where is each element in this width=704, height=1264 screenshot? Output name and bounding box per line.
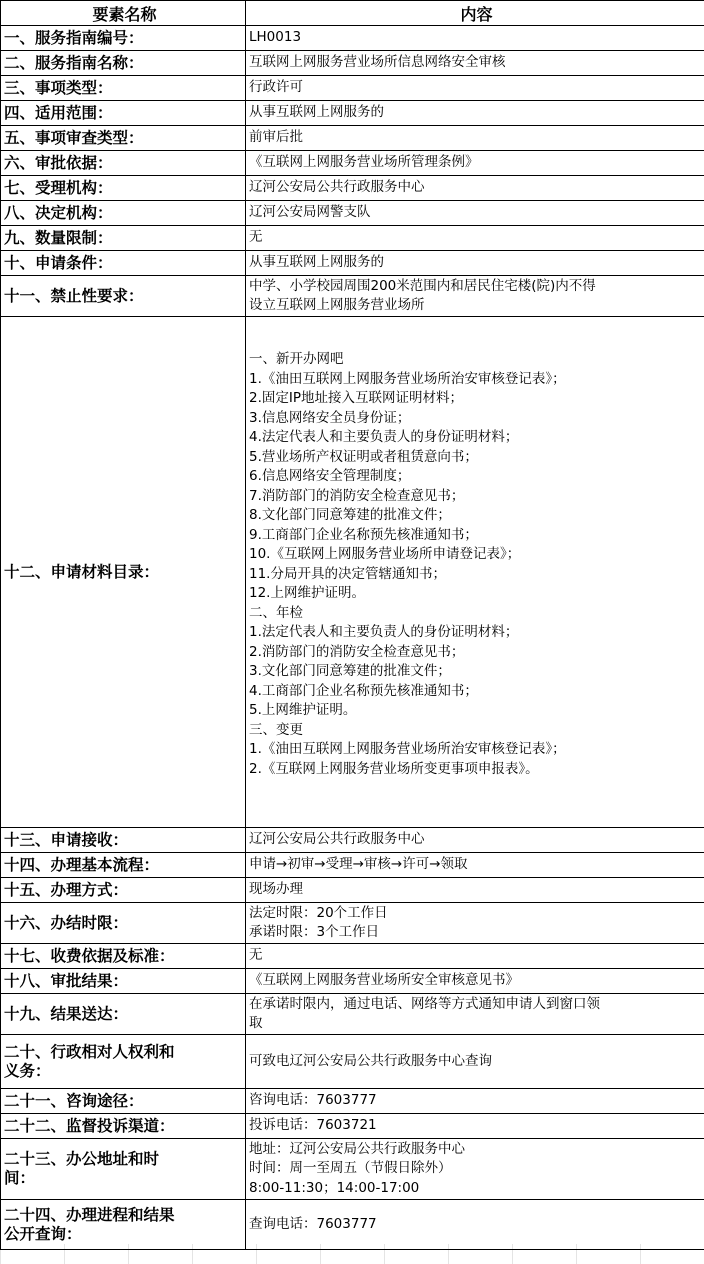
list-item: 9.工商部门企业名称预先核准通知书；: [249, 526, 478, 543]
table-row: [1, 1114, 704, 1139]
list-item: 7.消防部门的消防安全检查意见书；: [249, 487, 465, 504]
table-row: [1, 828, 704, 853]
list-item: 11.分局开具的决定管辖通知书；: [249, 565, 446, 582]
row-label: 十三、申请接收：: [1, 828, 246, 853]
list-item: 1.《油田互联网上网服务营业场所治安审核登记表》；: [249, 370, 566, 387]
row-label: 一、服务指南编号：: [1, 26, 246, 51]
row-value: 从事互联网上网服务的: [246, 101, 704, 126]
row-value: 申请→初审→受理→审核→许可→领取: [246, 853, 704, 878]
row-label: 十、申请条件：: [1, 251, 246, 276]
list-item: 5.上网维护证明。: [249, 702, 357, 718]
row-label: 七、受理机构：: [1, 176, 246, 201]
header-content: 内容: [246, 1, 704, 26]
header-element-name: 要素名称: [1, 1, 246, 26]
table-row: [1, 878, 704, 903]
row-value: 可致电辽河公安局公共行政服务中心查询: [246, 1035, 704, 1089]
row-label: 二十四、办理进程和结果 公开查询：: [1, 1200, 246, 1250]
table-row: [1, 276, 704, 317]
table-row: [1, 944, 704, 969]
table-row: [1, 251, 704, 276]
table-row: [1, 1089, 704, 1114]
row-label: 十九、结果送达：: [1, 994, 246, 1035]
list-item: 1.《油田互联网上网服务营业场所治安审核登记表》；: [249, 741, 566, 757]
row-value: 辽河公安局公共行政服务中心: [246, 176, 704, 201]
row-label: 十七、收费依据及标准：: [1, 944, 246, 969]
table-row: [1, 1139, 704, 1200]
table-row: [1, 1035, 704, 1089]
row-label: 十五、办理方式：: [1, 878, 246, 903]
row-value: 咨询电话：7603777: [246, 1089, 704, 1114]
table-row: [1, 226, 704, 251]
row-value: 无: [246, 226, 704, 251]
row-label: 十一、禁止性要求：: [1, 276, 246, 317]
header-row: [1, 1, 704, 26]
list-item: 1.法定代表人和主要负责人的身份证明材料；: [249, 624, 519, 640]
table-row: [1, 151, 704, 176]
list-item: 3.文化部门同意筹建的批准文件；: [249, 663, 451, 679]
list-item: 二、年检: [249, 604, 303, 621]
table-row-materials: [1, 317, 704, 828]
row-label: 十二、申请材料目录：: [1, 317, 246, 828]
list-item: 8.文化部门同意筹建的批准文件；: [249, 507, 451, 523]
row-label: 四、适用范围：: [1, 101, 246, 126]
row-label: 二十一、咨询途径：: [1, 1089, 246, 1114]
list-item: 6.信息网络安全管理制度；: [249, 468, 411, 484]
list-item: 2.《互联网上网服务营业场所变更事项申报表》。: [249, 760, 539, 777]
list-item: 一、新开办网吧: [249, 351, 344, 367]
table-row: [1, 126, 704, 151]
table-row: [1, 1200, 704, 1250]
row-value: 投诉电话：7603721: [246, 1114, 704, 1139]
row-value: 在承诺时限内，通过电话、网络等方式通知申请人到窗口领 取: [246, 994, 704, 1035]
row-value: 从事互联网上网服务的: [246, 251, 704, 276]
table-row: [1, 969, 704, 994]
row-label: 十六、办结时限：: [1, 903, 246, 944]
row-label: 三、事项类型：: [1, 76, 246, 101]
row-value: 行政许可: [246, 76, 704, 101]
row-value: 无: [246, 944, 704, 969]
list-item: 4.工商部门企业名称预先核准通知书；: [249, 682, 478, 699]
row-label: 二十二、监督投诉渠道：: [1, 1114, 246, 1139]
table-row: [1, 903, 704, 944]
row-value: 前审后批: [246, 126, 704, 151]
table-row: [1, 26, 704, 51]
table-row: [1, 853, 704, 878]
row-value: 《互联网上网服务营业场所安全审核意见书》: [246, 969, 704, 994]
row-label: 二十、行政相对人权利和 义务：: [1, 1035, 246, 1089]
row-value: LH0013: [246, 26, 704, 51]
list-item: 2.消防部门的消防安全检查意见书；: [249, 643, 465, 660]
row-value: 互联网上网服务营业场所信息网络安全审核: [246, 51, 704, 76]
list-item: 10.《互联网上网服务营业场所申请登记表》；: [249, 546, 521, 562]
materials-list: [246, 317, 704, 828]
row-label: 九、数量限制：: [1, 226, 246, 251]
list-item: 2.固定IP地址接入互联网证明材料；: [249, 390, 464, 406]
row-value: 现场办理: [246, 878, 704, 903]
table-row: [1, 994, 704, 1035]
list-item: 4.法定代表人和主要负责人的身份证明材料；: [249, 429, 519, 445]
list-item: 12.上网维护证明。: [249, 585, 365, 601]
row-value: 查询电话：7603777: [246, 1200, 704, 1250]
table-row: [1, 101, 704, 126]
row-label: 十四、办理基本流程：: [1, 853, 246, 878]
row-label: 二、服务指南名称：: [1, 51, 246, 76]
row-value: 辽河公安局网警支队: [246, 201, 704, 226]
table-row: [1, 76, 704, 101]
row-label: 六、审批依据：: [1, 151, 246, 176]
row-label: 十八、审批结果：: [1, 969, 246, 994]
list-item: 5.营业场所产权证明或者租赁意向书；: [249, 448, 478, 465]
row-value: 法定时限：20个工作日 承诺时限：3个工作日: [246, 903, 704, 944]
row-label: 五、事项审查类型：: [1, 126, 246, 151]
table-row: [1, 51, 704, 76]
row-label: 八、决定机构：: [1, 201, 246, 226]
table-row: [1, 201, 704, 226]
list-item: 3.信息网络安全员身份证；: [249, 409, 411, 426]
row-value: 中学、小学校园周围200米范围内和居民住宅楼(院)内不得 设立互联网上网服务营业场所: [246, 276, 704, 317]
table-row: [1, 176, 704, 201]
list-item: 三、变更: [249, 721, 303, 738]
row-value: 《互联网上网服务营业场所管理条例》: [246, 151, 704, 176]
row-label: 二十三、办公地址和时 间：: [1, 1139, 246, 1200]
row-value: 地址：辽河公安局公共行政服务中心 时间：周一至周五（节假日除外） 8:00-11:30；14:00-17:00: [246, 1139, 704, 1200]
row-value: 辽河公安局公共行政服务中心: [246, 828, 704, 853]
